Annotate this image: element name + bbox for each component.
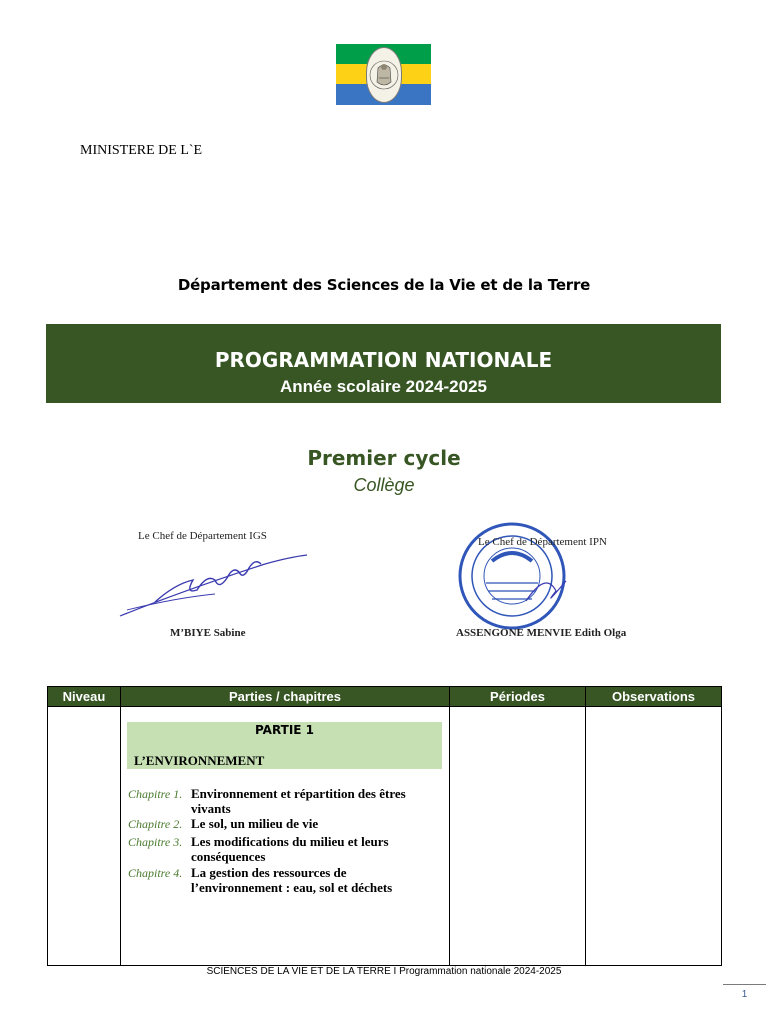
column-header-periodes: Périodes — [450, 687, 586, 707]
ministry-label: MINISTERE DE L`E — [80, 143, 203, 158]
chapter-label: Chapitre 1. — [128, 787, 183, 801]
column-header-parties: Parties / chapitres — [121, 687, 450, 707]
chapter-item — [128, 834, 448, 864]
column-header-niveau: Niveau — [48, 687, 121, 707]
column-header-observations: Observations — [586, 687, 722, 707]
periodes-cell — [450, 707, 586, 966]
partie-number: PARTIE 1 — [254, 723, 315, 737]
cycle-title: Premier cycle — [307, 446, 461, 470]
partie-heading — [127, 722, 442, 769]
signature-left-name: M’BIYE Sabine — [170, 627, 246, 639]
chapter-label: Chapitre 3. — [128, 835, 183, 849]
banner-title: PROGRAMMATION NATIONALE — [214, 348, 553, 372]
chapter-item — [128, 816, 448, 832]
signature-right-name: ASSENGONE MENVIE Edith Olga — [456, 627, 627, 639]
page-number: 1 — [741, 989, 748, 1000]
chapter-title: Environnement et répartition des êtres vivants — [191, 786, 406, 816]
footer-text: SCIENCES DE LA VIE ET DE LA TERRE I Programmation nationale 2024-2025 — [206, 966, 562, 977]
chapter-item — [128, 865, 448, 895]
chapter-label: Chapitre 4. — [128, 866, 183, 880]
cycle-subtitle: Collège — [353, 475, 415, 495]
observations-cell — [586, 707, 722, 966]
niveau-cell — [48, 707, 121, 966]
chapter-label: Chapitre 2. — [128, 817, 183, 831]
signature-left-scribble — [115, 550, 315, 622]
title-banner — [46, 324, 721, 403]
department-title: Département des Sciences de la Vie et de la Terre — [177, 276, 591, 294]
chapter-title: Les modifications du milieu et leurs conséquences — [191, 834, 389, 864]
gabon-logo — [336, 44, 431, 105]
coat-of-arms-icon — [366, 47, 402, 103]
chapter-title: La gestion des ressources de l’environnement : eau, sol et déchets — [191, 865, 393, 895]
partie-name: L’ENVIRONNEMENT — [134, 753, 265, 768]
page-number-rule — [723, 984, 766, 985]
signature-left-label: Le Chef de Département IGS — [138, 530, 267, 542]
chapter-item — [128, 786, 448, 816]
signature-right-label: Le Chef de Département IPN — [478, 536, 607, 548]
chapter-title: Le sol, un milieu de vie — [191, 816, 319, 831]
banner-subtitle: Année scolaire 2024-2025 — [280, 377, 487, 396]
